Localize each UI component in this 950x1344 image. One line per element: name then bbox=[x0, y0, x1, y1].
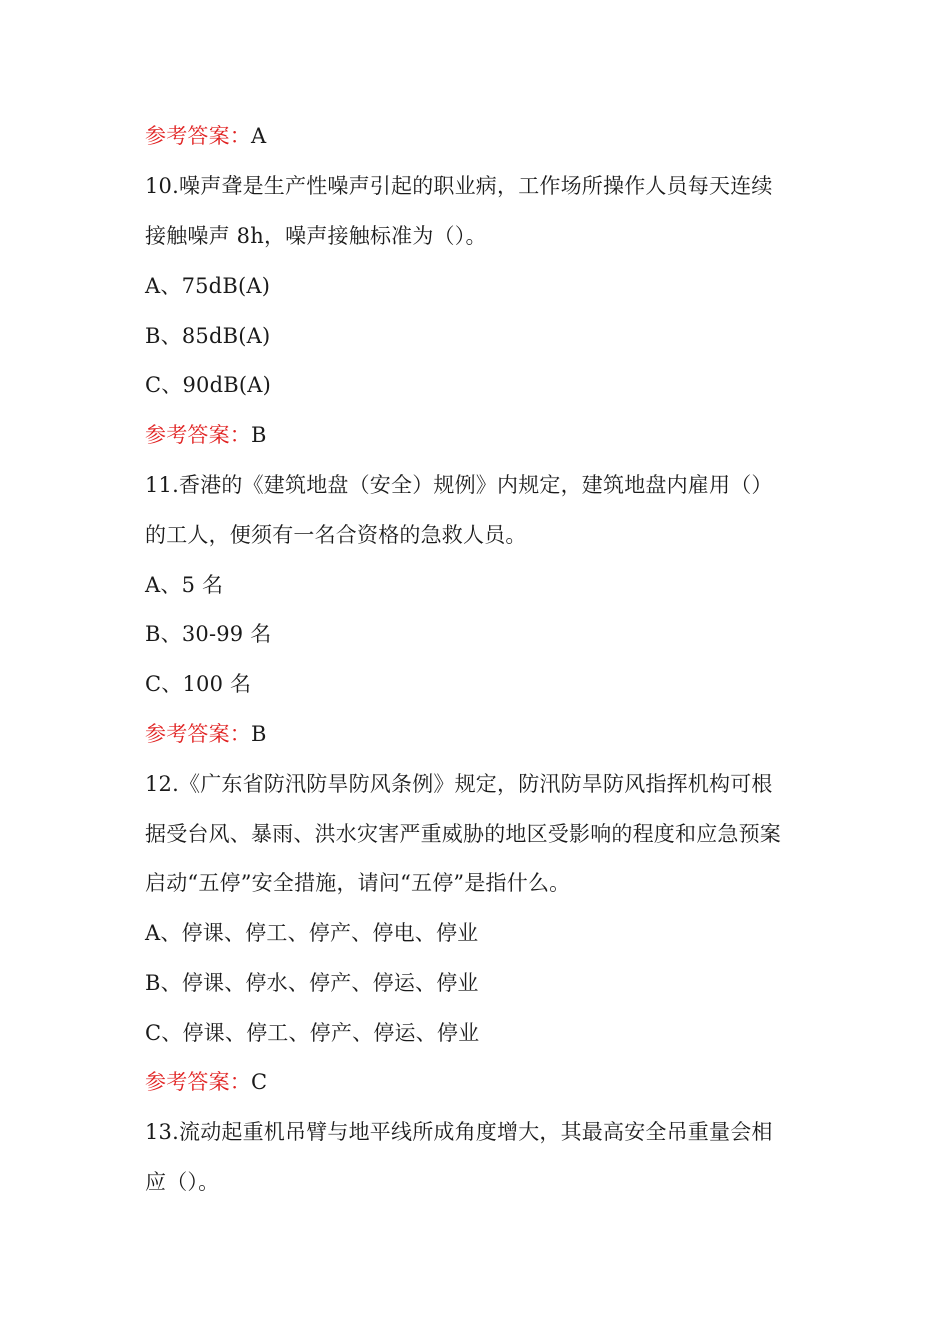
question-12-option-b: B、停课、停水、停产、停运、停业 bbox=[145, 971, 479, 995]
question-10-line-1: 10.噪声聋是生产性噪声引起的职业病，工作场所操作人员每天连续 bbox=[145, 174, 773, 198]
question-11-option-b: B、30-99 名 bbox=[145, 622, 272, 646]
question-13-line-2: 应（）。 bbox=[145, 1170, 220, 1194]
question-13-line-1: 13.流动起重机吊臂与地平线所成角度增大，其最高安全吊重量会相 bbox=[145, 1120, 773, 1144]
question-10-option-b: B、85dB(A) bbox=[145, 324, 271, 348]
answer-label: 参考答案： bbox=[145, 423, 251, 447]
question-11-option-c: C、100 名 bbox=[145, 672, 252, 696]
answer-line bbox=[145, 122, 825, 150]
answer-value: B bbox=[251, 423, 267, 447]
question-10-option-a: A、75dB(A) bbox=[145, 274, 271, 298]
answer-value: A bbox=[251, 124, 267, 148]
answer-label: 参考答案： bbox=[145, 1070, 251, 1094]
question-12-option-c: C、停课、停工、停产、停运、停业 bbox=[145, 1021, 480, 1045]
question-11-line-2: 的工人，便须有一名合资格的急救人员。 bbox=[145, 523, 527, 547]
answer-label: 参考答案： bbox=[145, 722, 251, 746]
question-11-line-1: 11.香港的《建筑地盘（安全）规例》内规定，建筑地盘内雇用（） bbox=[145, 473, 773, 497]
answer-value: C bbox=[251, 1070, 268, 1094]
question-11-option-a: A、5 名 bbox=[145, 573, 224, 597]
answer-value: B bbox=[251, 722, 267, 746]
answer-line bbox=[145, 421, 825, 449]
question-10-line-2: 接触噪声 8h，噪声接触标准为（）。 bbox=[145, 224, 487, 248]
question-10-option-c: C、90dB(A) bbox=[145, 373, 272, 397]
answer-line bbox=[145, 720, 825, 748]
question-12-line-3: 启动“五停”安全措施，请问“五停”是指什么。 bbox=[145, 871, 571, 895]
answer-label: 参考答案： bbox=[145, 124, 251, 148]
answer-line bbox=[145, 1068, 825, 1096]
question-12-line-2: 据受台风、暴雨、洪水灾害严重威胁的地区受影响的程度和应急预案 bbox=[145, 822, 781, 846]
question-12-option-a: A、停课、停工、停产、停电、停业 bbox=[145, 921, 479, 945]
question-12-line-1: 12.《广东省防汛防旱防风条例》规定，防汛防旱防风指挥机构可根 bbox=[145, 772, 773, 796]
